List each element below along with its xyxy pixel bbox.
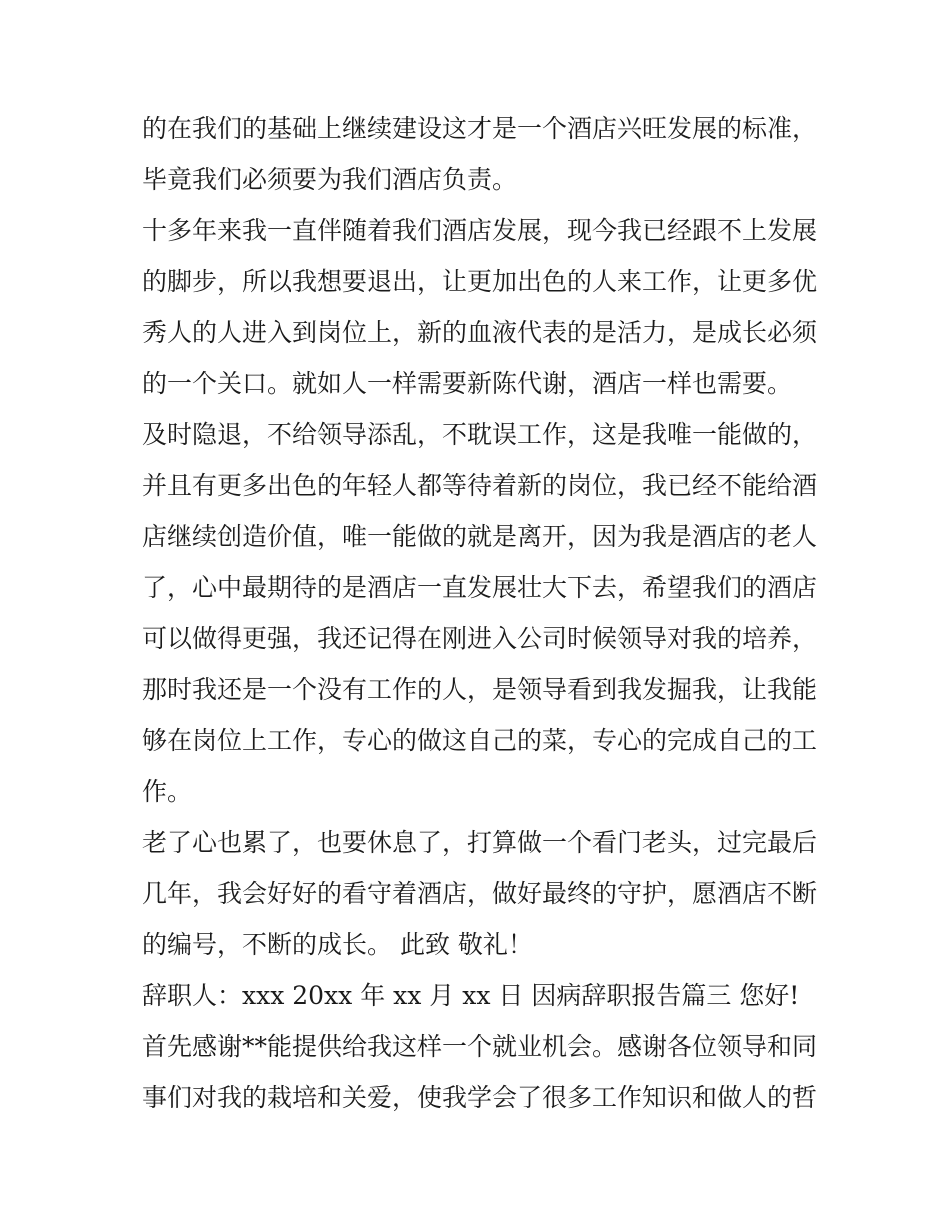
- text-line: 够在岗位上工作，专心的做这自己的菜，专心的完成自己的工: [142, 726, 818, 755]
- text-line: 那时我还是一个没有工作的人，是领导看到我发掘我，让我能: [142, 675, 818, 704]
- text-line: 老了心也累了，也要休息了，打算做一个看门老头，过完最后: [142, 828, 818, 857]
- text-line: 辞职人：xxx 20xx 年 xx 月 xx 日 因病辞职报告篇三 您好!: [142, 981, 800, 1010]
- text-line: 及时隐退，不给领导添乱，不耽误工作，这是我唯一能做的，: [142, 420, 818, 449]
- text-line: 的脚步，所以我想要退出，让更加出色的人来工作，让更多优: [142, 267, 818, 296]
- text-line: 的一个关口。就如人一样需要新陈代谢，酒店一样也需要。: [142, 369, 793, 398]
- text-line: 几年，我会好好的看守着酒店，做好最终的守护，愿酒店不断: [142, 879, 818, 908]
- text-line: 十多年来我一直伴随着我们酒店发展，现今我已经跟不上发展: [142, 216, 818, 245]
- text-line: 可以做得更强，我还记得在刚进入公司时候领导对我的培养，: [142, 624, 818, 653]
- text-line: 并且有更多出色的年轻人都等待着新的岗位，我已经不能给酒: [142, 471, 818, 500]
- text-line: 了，心中最期待的是酒店一直发展壮大下去，希望我们的酒店: [142, 573, 818, 602]
- text-line: 的在我们的基础上继续建设这才是一个酒店兴旺发展的标准，: [142, 114, 818, 143]
- text-line: 店继续创造价值，唯一能做的就是离开，因为我是酒店的老人: [142, 522, 818, 551]
- text-line: 秀人的人进入到岗位上，新的血液代表的是活力，是成长必须: [142, 318, 818, 347]
- text-line: 作。: [142, 777, 193, 806]
- document-body: [142, 103, 822, 1123]
- text-line: 毕竟我们必须要为我们酒店负责。: [142, 165, 518, 194]
- text-line: 的编号，不断的成长。 此致 敬礼！: [142, 930, 533, 959]
- text-line: 首先感谢**能提供给我这样一个就业机会。感谢各位领导和同: [142, 1032, 818, 1061]
- text-line: 事们对我的栽培和关爱，使我学会了很多工作知识和做人的哲: [142, 1083, 818, 1112]
